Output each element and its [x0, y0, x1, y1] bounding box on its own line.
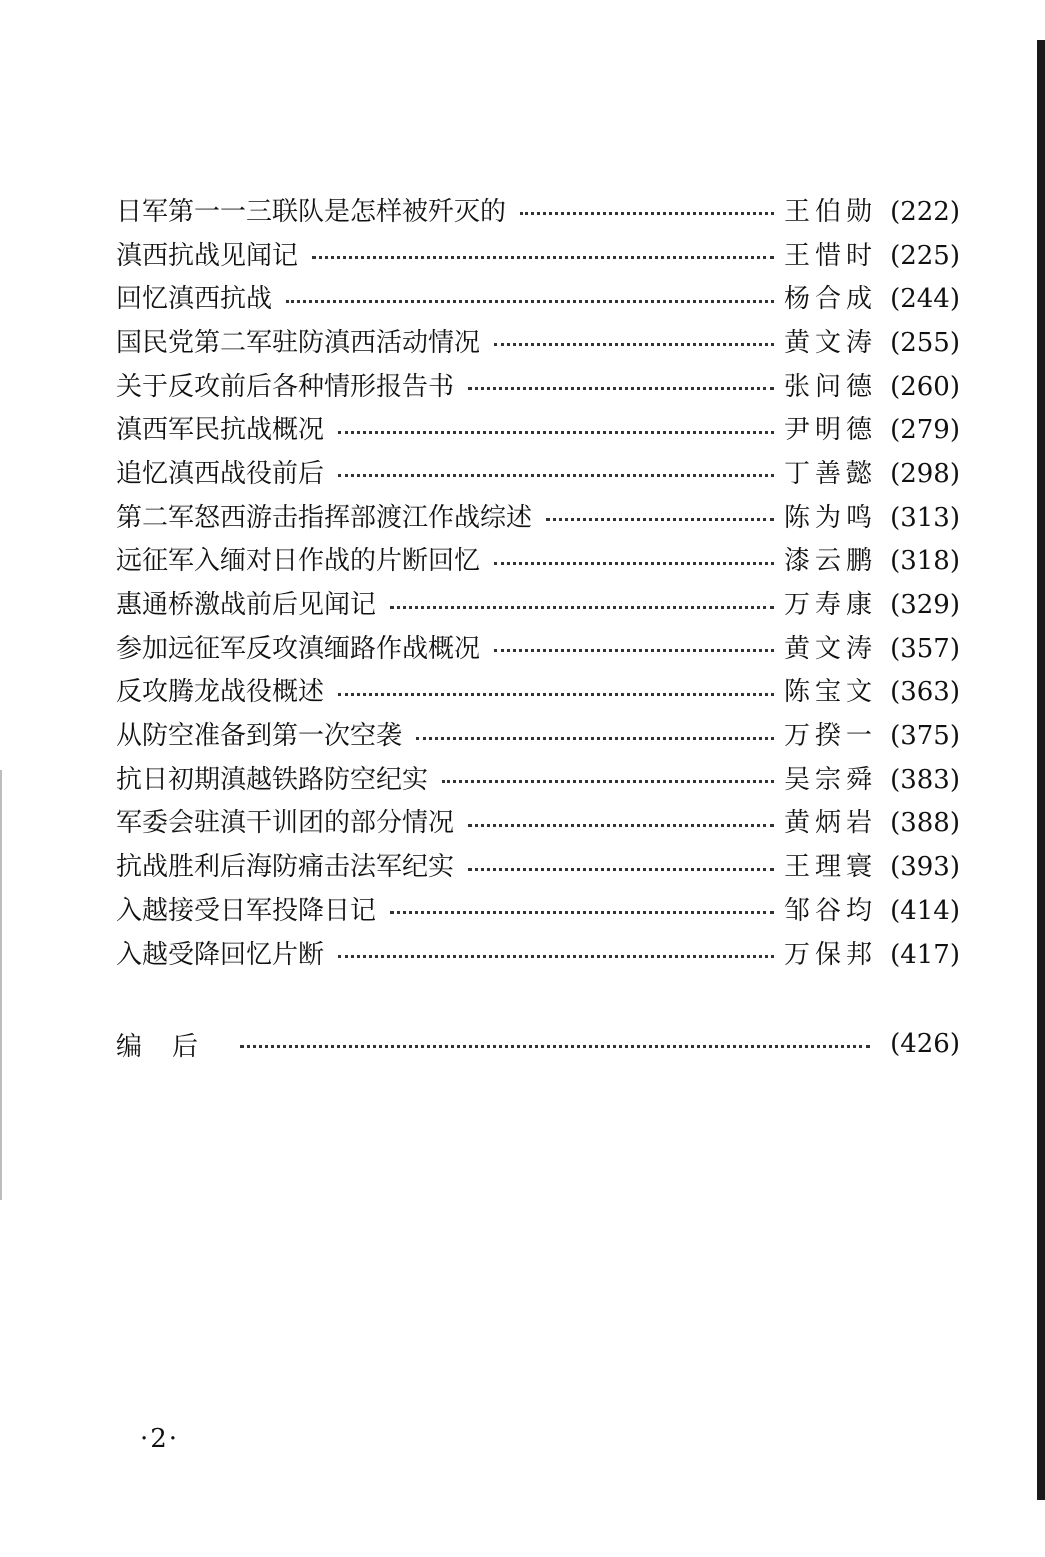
dot-leader — [338, 474, 774, 477]
toc-entry-title: 远征军入缅对日作战的片断回忆 — [116, 546, 481, 577]
dot-leader — [338, 431, 774, 434]
dot-leader — [338, 955, 774, 958]
toc-entry-author: 黄炳岩 — [784, 808, 878, 839]
toc-entry-title: 第二军怒西游击指挥部渡江作战综述 — [116, 502, 533, 533]
toc-entry-page: (225) — [890, 240, 960, 271]
toc-entry[interactable] — [116, 277, 960, 321]
toc-entry-title: 惠通桥激战前后见闻记 — [116, 590, 377, 621]
toc-entry-title: 入越受降回忆片断 — [116, 939, 325, 970]
toc-entry-page: (260) — [890, 371, 960, 402]
dot-leader — [338, 693, 774, 696]
toc-afterword[interactable] — [116, 1022, 960, 1066]
dot-leader — [442, 780, 774, 783]
toc-entry[interactable] — [116, 365, 960, 409]
toc-entry[interactable] — [116, 671, 960, 715]
dot-leader — [240, 1045, 870, 1048]
dot-leader — [312, 256, 774, 259]
toc-entry-author: 王惜时 — [784, 240, 878, 271]
dot-leader — [416, 737, 774, 740]
toc-entry-page: (383) — [890, 764, 960, 795]
toc-entry-page: (388) — [890, 808, 960, 839]
toc-entry[interactable] — [116, 627, 960, 671]
toc-entry[interactable] — [116, 583, 960, 627]
toc-entry-author: 万保邦 — [784, 939, 878, 970]
dot-leader — [390, 606, 774, 609]
dot-leader — [286, 300, 774, 303]
dot-leader — [468, 868, 774, 871]
toc-entry-author: 漆云鹏 — [784, 546, 878, 577]
toc-entry-title: 入越接受日军投降日记 — [116, 895, 377, 926]
toc-entry[interactable] — [116, 889, 960, 933]
afterword-page: (426) — [890, 1029, 960, 1059]
toc-entry-author: 杨合成 — [784, 284, 878, 315]
toc-entry[interactable] — [116, 234, 960, 278]
toc-entry-title: 抗战胜利后海防痛击法军纪实 — [116, 852, 455, 883]
dot-leader — [494, 343, 774, 346]
toc-entry-title: 军委会驻滇干训团的部分情况 — [116, 808, 455, 839]
toc-entry[interactable] — [116, 758, 960, 802]
toc-entry-page: (279) — [890, 415, 960, 446]
toc-entry-page: (313) — [890, 502, 960, 533]
toc-entry[interactable] — [116, 802, 960, 846]
toc-entry-author: 尹明德 — [784, 415, 878, 446]
toc-entry-author: 丁善懿 — [784, 458, 878, 489]
toc-entry-page: (375) — [890, 721, 960, 752]
scan-edge — [1037, 40, 1045, 1500]
toc-entry-title: 关于反攻前后各种情形报告书 — [116, 371, 455, 402]
afterword-title: 编后 — [116, 1031, 229, 1062]
dot-leader — [468, 387, 774, 390]
toc-entry-author: 陈宝文 — [784, 677, 878, 708]
toc-entry-page: (393) — [890, 852, 960, 883]
dot-leader — [546, 518, 774, 521]
toc-entry[interactable] — [116, 190, 960, 234]
toc-entry-page: (255) — [890, 327, 960, 358]
toc-entry-title: 抗日初期滇越铁路防空纪实 — [116, 764, 429, 795]
toc-entry-author: 邹谷均 — [784, 895, 878, 926]
toc-entry-author: 万寿康 — [784, 590, 878, 621]
dot-leader — [390, 911, 774, 914]
toc-entry[interactable] — [116, 845, 960, 889]
toc-entry-author: 王伯勋 — [784, 196, 878, 227]
toc-entry-title: 反攻腾龙战役概述 — [116, 677, 325, 708]
toc-entry-title: 国民党第二军驻防滇西活动情况 — [116, 327, 481, 358]
toc-entry-author: 陈为鸣 — [784, 502, 878, 533]
toc-entry[interactable] — [116, 452, 960, 496]
toc-entry-title: 滇西军民抗战概况 — [116, 415, 325, 446]
toc-entry-page: (318) — [890, 546, 960, 577]
toc-entry-page: (298) — [890, 458, 960, 489]
dot-leader — [494, 649, 774, 652]
toc-entry-title: 日军第一一三联队是怎样被歼灭的 — [116, 196, 507, 227]
table-of-contents — [116, 190, 960, 976]
toc-entry-author: 张问德 — [784, 371, 878, 402]
dot-leader — [468, 824, 774, 827]
toc-entry-author: 吴宗舜 — [784, 764, 878, 795]
toc-entry[interactable] — [116, 714, 960, 758]
toc-entry-title: 追忆滇西战役前后 — [116, 458, 325, 489]
toc-entry-title: 从防空准备到第一次空袭 — [116, 721, 403, 752]
toc-entry[interactable] — [116, 321, 960, 365]
dot-leader — [520, 212, 774, 215]
toc-entry-page: (414) — [890, 895, 960, 926]
toc-entry-title: 滇西抗战见闻记 — [116, 240, 299, 271]
toc-entry-page: (363) — [890, 677, 960, 708]
toc-entry-page: (222) — [890, 196, 960, 227]
toc-entry-author: 黄文涛 — [784, 327, 878, 358]
toc-entry-author: 黄文涛 — [784, 633, 878, 664]
toc-entry-title: 参加远征军反攻滇缅路作战概况 — [116, 633, 481, 664]
toc-entry[interactable] — [116, 933, 960, 977]
toc-entry-page: (329) — [890, 590, 960, 621]
toc-entry-page: (357) — [890, 633, 960, 664]
dot-leader — [494, 562, 774, 565]
toc-entry-page: (244) — [890, 284, 960, 315]
page-number: ·2· — [140, 1424, 180, 1454]
scan-gutter-line — [0, 770, 2, 1200]
toc-entry[interactable] — [116, 496, 960, 540]
toc-entry-title: 回忆滇西抗战 — [116, 284, 273, 315]
toc-entry-page: (417) — [890, 939, 960, 970]
toc-entry[interactable] — [116, 408, 960, 452]
toc-entry-author: 王理寰 — [784, 852, 878, 883]
toc-entry-author: 万揆一 — [784, 721, 878, 752]
toc-entry[interactable] — [116, 540, 960, 584]
